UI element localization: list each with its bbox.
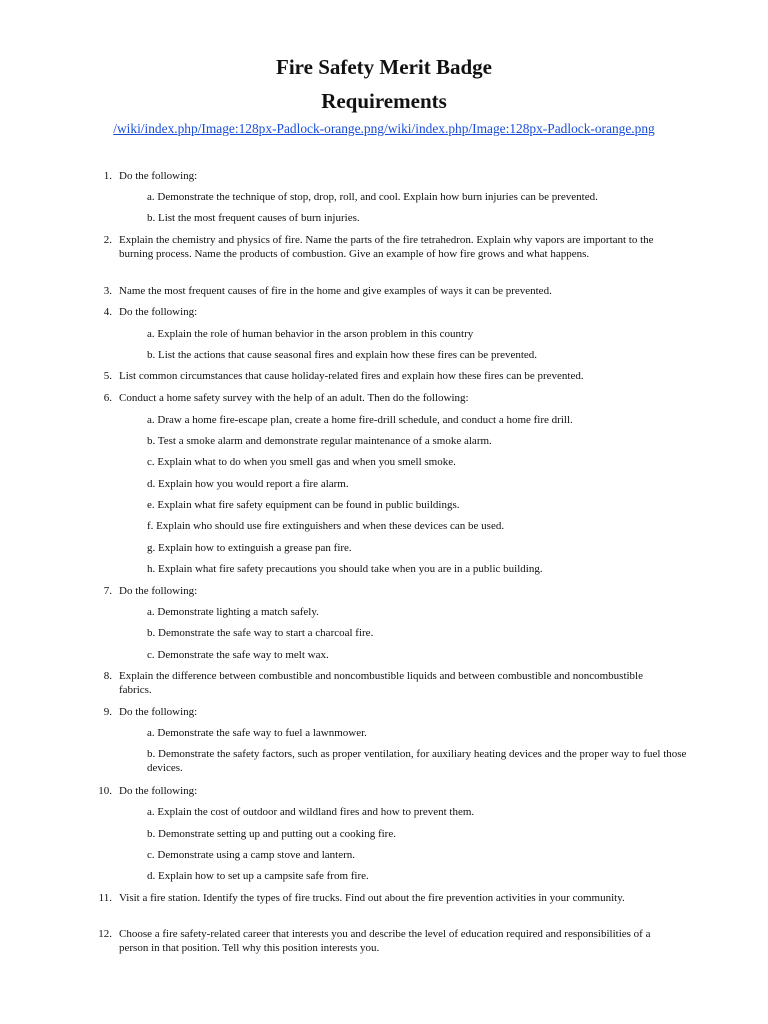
page-title: Fire Safety Merit Badge — [276, 55, 492, 79]
sub-requirement-item: a. Draw a home fire-escape plan, create a home fire-drill schedule, and conduct a home fire drill. — [147, 414, 573, 426]
requirement-number: 3. — [103, 285, 112, 297]
requirement-number: 11. — [98, 892, 112, 904]
requirement-number: 1. — [103, 170, 112, 182]
sub-requirement-item: d. Explain how you would report a fire alarm. — [147, 478, 349, 490]
sub-requirement-item: h. Explain what fire safety precautions you should take when you are in a public building. — [147, 563, 543, 575]
sub-requirement-item: b. Demonstrate setting up and putting out a cooking fire. — [147, 828, 396, 840]
requirement-text: List common circumstances that cause holiday-related fires and explain how these fires can be prevented. — [119, 370, 584, 382]
sub-requirement-item: b. Demonstrate the safety factors, such as proper ventilation, for auxiliary heating devices and the proper way to fuel those devices. — [147, 748, 687, 774]
requirement-number: 7. — [103, 585, 112, 597]
requirement-text: Conduct a home safety survey with the help of an adult. Then do the following: — [119, 392, 469, 404]
sub-requirement-item: c. Demonstrate using a camp stove and lantern. — [147, 849, 356, 861]
sub-requirement-item: a. Explain the cost of outdoor and wildland fires and how to prevent them. — [147, 806, 475, 818]
requirement-number: 10. — [98, 785, 112, 797]
sub-requirement-item: a. Demonstrate lighting a match safely. — [147, 606, 319, 618]
sub-requirement-item: b. List the most frequent causes of burn injuries. — [147, 212, 360, 224]
sub-requirement-item: b. Test a smoke alarm and demonstrate regular maintenance of a smoke alarm. — [147, 435, 492, 447]
requirement-number: 8. — [103, 670, 112, 682]
requirement-text: Do the following: — [119, 785, 198, 797]
requirement-number: 9. — [103, 706, 112, 718]
sub-requirement-item: c. Explain what to do when you smell gas and when you smell smoke. — [147, 456, 456, 468]
requirement-text: Explain the chemistry and physics of fire. Name the parts of the fire tetrahedron. Explain why vapors are important to the burning process. Name the products of combustion. Give an example of how fire grows and what happens. — [119, 234, 654, 260]
requirement-number: 6. — [103, 392, 112, 404]
requirement-text: Do the following: — [119, 170, 198, 182]
sub-requirement-item: d. Explain how to set up a campsite safe from fire. — [147, 870, 369, 882]
sub-requirement-item: f. Explain who should use fire extinguishers and when these devices can be used. — [147, 520, 505, 532]
requirement-number: 2. — [103, 234, 112, 246]
requirement-text: Do the following: — [119, 585, 198, 597]
sub-requirement-item: b. List the actions that cause seasonal fires and explain how these fires can be prevented. — [147, 349, 538, 361]
requirement-text: Do the following: — [119, 306, 198, 318]
requirement-text: Choose a fire safety-related career that interests you and describe the level of education required and responsibilities of a person in that position. Tell why this position interests you. — [119, 928, 651, 954]
sub-requirement-item: e. Explain what fire safety equipment can be found in public buildings. — [147, 499, 460, 511]
requirement-number: 12. — [98, 928, 112, 940]
sub-requirement-item: a. Demonstrate the safe way to fuel a lawnmower. — [147, 727, 367, 739]
requirement-text: Do the following: — [119, 706, 198, 718]
requirement-text: Name the most frequent causes of fire in the home and give examples of ways it can be prevented. — [119, 285, 552, 297]
sub-requirement-item: b. Demonstrate the safe way to start a charcoal fire. — [147, 627, 374, 639]
requirement-text: Explain the difference between combustible and noncombustible liquids and between combustible and noncombustible fabrics. — [119, 670, 643, 696]
requirement-number: 5. — [103, 370, 112, 382]
sub-requirement-item: a. Demonstrate the technique of stop, drop, roll, and cool. Explain how burn injuries can be prevented. — [147, 191, 598, 203]
padlock-image-link[interactable]: /wiki/index.php/Image:128px-Padlock-orange.png/wiki/index.php/Image:128px-Padlock-orange.png — [113, 121, 655, 136]
sub-requirement-item: g. Explain how to extinguish a grease pan fire. — [147, 542, 352, 554]
requirement-text: Visit a fire station. Identify the types of fire trucks. Find out about the fire prevention activities in your community. — [119, 892, 625, 904]
sub-requirement-item: c. Demonstrate the safe way to melt wax. — [147, 649, 329, 661]
sub-requirement-item: a. Explain the role of human behavior in the arson problem in this country — [147, 328, 474, 340]
page-subtitle: Requirements — [321, 89, 447, 113]
requirement-number: 4. — [103, 306, 112, 318]
